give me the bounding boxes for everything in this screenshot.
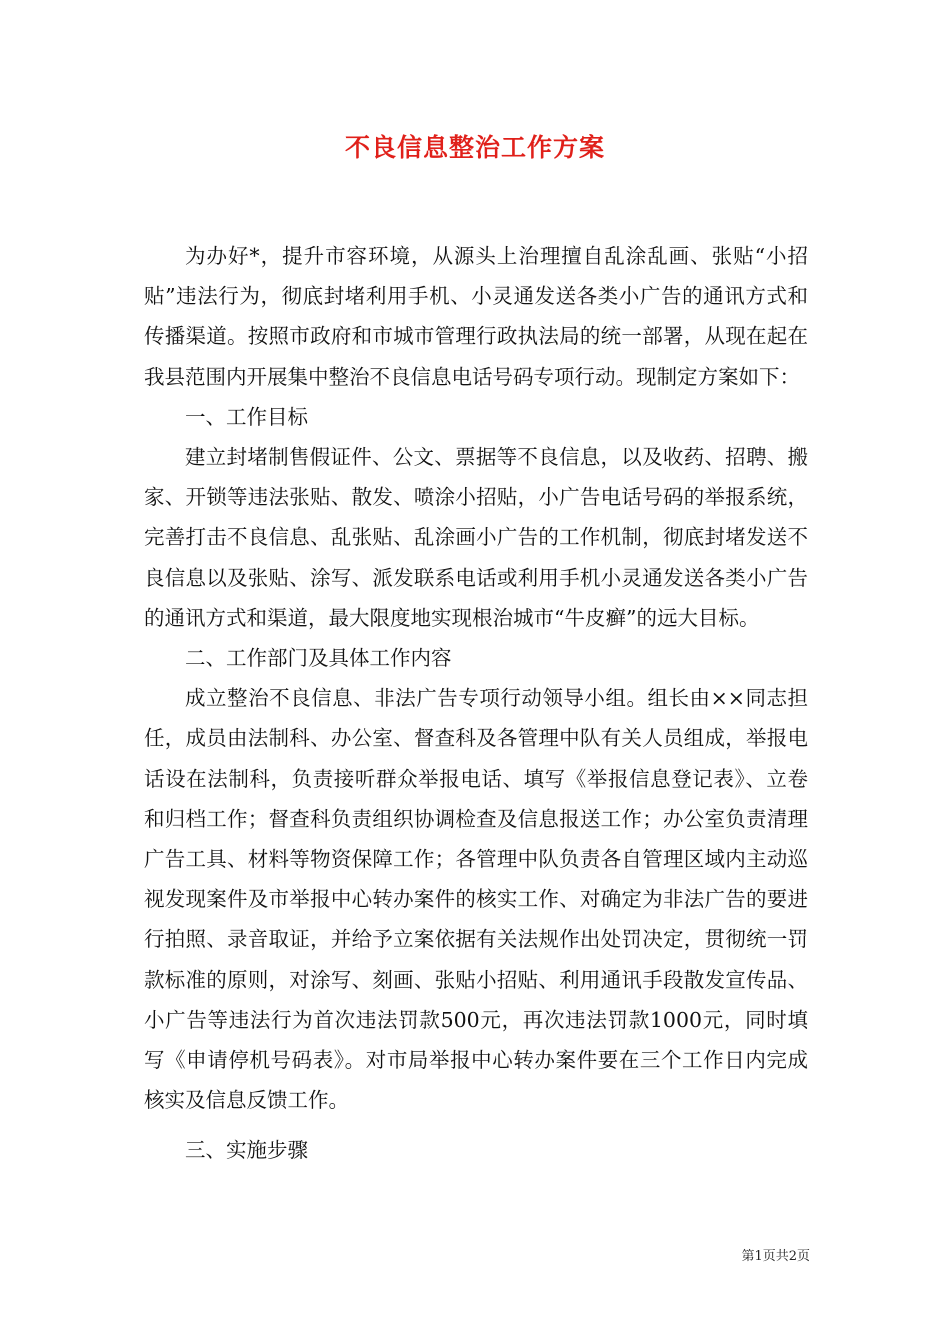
section-heading-goals: 一、工作目标 [185,404,308,429]
section-heading-steps: 三、实施步骤 [185,1138,308,1163]
document-body [144,236,808,1171]
paragraph-departments: 成立整治不良信息、非法广告专项行动领导小组。组长由××同志担任，成员由法制科、办公室、督查科及各管理中队有关人员组成，举报电话设在法制科，负责接听群众举报电话、填写《举报信息登记表》、立卷和归档工作；督查科负责组织协调检查及信息报送工作；办公室负责清理广告工具、材料等物资保障工作；各管理中队负责各自管理区域内主动巡视发现案件及市举报中心转办案件的核实工作、对确定为非法广告的要进行拍照、录音取证，并给予立案依据有关法规作出处罚决定，贯彻统一罚款标准的原则，对涂写、刻画、张贴小招贴、利用通讯手段散发宣传品、小广告等违法行为首次违法罚款500元，再次违法罚款1000元，同时填写《申请停机号码表》。对市局举报中心转办案件要在三个工作日内完成核实及信息反馈工作。 [144,686,808,1113]
page-number: 第1页共2页 [741,1249,810,1264]
section-heading-departments: 二、工作部门及具体工作内容 [185,646,452,671]
paragraph-goals: 建立封堵制售假证件、公文、票据等不良信息，以及收药、招聘、搬家、开锁等违法张贴、散发、喷涂小招贴，小广告电话号码的举报系统，完善打击不良信息、乱张贴、乱涂画小广告的工作机制，彻底封堵发送不良信息以及张贴、涂写、派发联系电话或利用手机小灵通发送各类小广告的通讯方式和渠道，最大限度地实现根治城市“牛皮癣”的远大目标。 [144,445,808,630]
document-title: 不良信息整治工作方案 [344,133,605,162]
paragraph-intro: 为办好*，提升市容环境，从源头上治理擅自乱涂乱画、张贴“小招贴”违法行为，彻底封堵利用手机、小灵通发送各类小广告的通讯方式和传播渠道。按照市政府和市城市管理行政执法局的统一部署，从现在起在我县范围内开展集中整治不良信息电话号码专项行动。现制定方案如下： [144,244,808,389]
